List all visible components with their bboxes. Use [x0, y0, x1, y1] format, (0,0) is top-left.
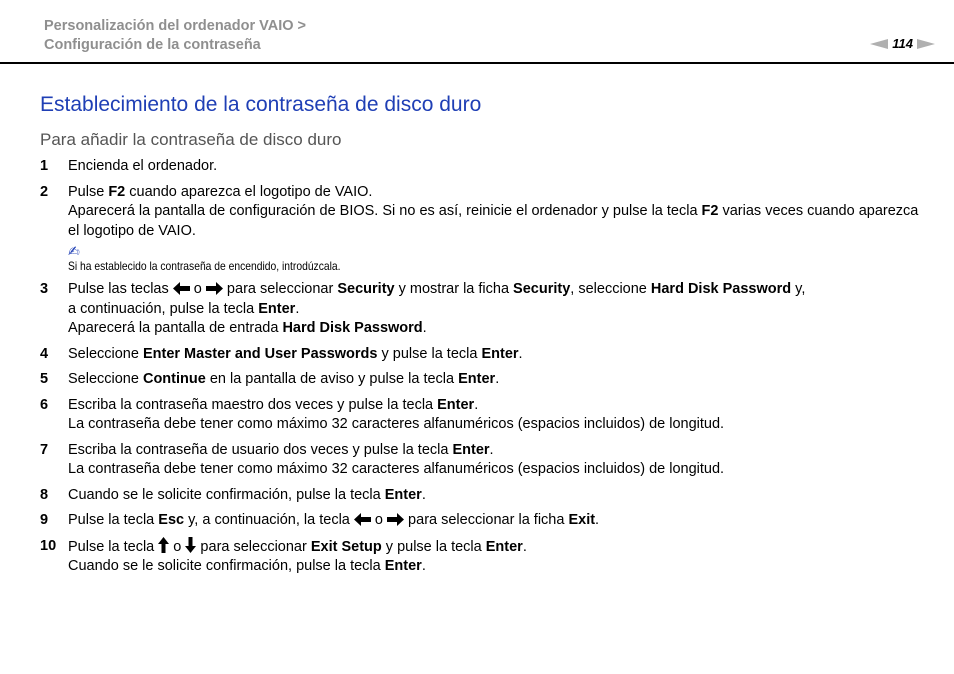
- menu-name: Continue: [142, 371, 206, 387]
- text: .: [421, 558, 426, 574]
- step-9: [40, 511, 920, 531]
- next-page-icon[interactable]: [917, 39, 935, 49]
- step-text: [68, 157, 920, 177]
- step-text: [68, 441, 920, 480]
- step-5: [40, 370, 920, 390]
- page-navigator: [870, 36, 935, 52]
- text: y mostrar la ficha: [394, 281, 514, 297]
- arrow-down-key-icon: [185, 537, 196, 553]
- text: para seleccionar la ficha: [404, 512, 569, 528]
- text: Escriba la contraseña de usuario dos veces y pulse la tecla: [68, 441, 453, 458]
- text: La contraseña debe tener como máximo 32 caracteres alfanuméricos (espacios incluidos) de longitud.: [68, 416, 725, 432]
- step-number: 6: [40, 396, 49, 413]
- step-text: [68, 486, 920, 506]
- text: Pulse la tecla: [68, 512, 159, 528]
- step-text: [68, 511, 920, 531]
- page-number: 114: [892, 36, 913, 51]
- step-text: [68, 370, 920, 390]
- menu-name: Hard Disk Password: [282, 320, 423, 336]
- text: y, a continuación, la tecla: [184, 512, 354, 528]
- breadcrumb: [44, 17, 306, 55]
- text: Cuando se le solicite confirmación, pulse la tecla: [68, 558, 385, 574]
- step-10: [40, 537, 920, 577]
- menu-name: Exit Setup: [310, 538, 382, 555]
- text: .: [595, 512, 600, 528]
- menu-name: Enter Master and User Passwords: [142, 345, 378, 362]
- step-number: 3: [40, 281, 49, 297]
- text: Seleccione: [68, 371, 143, 387]
- key-name: Enter: [458, 371, 496, 387]
- text: Encienda el ordenador.: [68, 158, 218, 174]
- breadcrumb-subsection[interactable]: Configuración de la contraseña: [44, 37, 261, 53]
- arrow-left-key-icon: [173, 282, 190, 295]
- text: para seleccionar: [222, 281, 338, 297]
- text: .: [474, 396, 479, 413]
- arrow-right-key-icon: [387, 513, 404, 526]
- step-text: [68, 396, 920, 435]
- step-1: [40, 157, 920, 177]
- key-name: Enter: [481, 345, 519, 362]
- text: La contraseña debe tener como máximo 32 caracteres alfanuméricos (espacios incluidos) de longitud.: [68, 461, 725, 477]
- text: y,: [791, 281, 806, 297]
- text: .: [421, 486, 426, 503]
- text: para seleccionar: [196, 538, 311, 555]
- key-name: F2: [701, 203, 719, 219]
- key-name: Enter: [384, 486, 422, 503]
- page-title: Establecimiento de la contraseña de disco duro: [40, 93, 482, 116]
- key-name: Enter: [258, 300, 296, 317]
- text: .: [495, 371, 500, 387]
- step-text: [68, 345, 920, 365]
- menu-name: Hard Disk Password: [650, 281, 792, 297]
- text: .: [518, 345, 523, 362]
- step-number: 5: [40, 371, 49, 387]
- step-4: [40, 345, 920, 365]
- menu-name: Security: [337, 281, 395, 297]
- text: a continuación, pulse la tecla: [68, 300, 259, 317]
- text: , seleccione: [570, 281, 651, 297]
- text: Pulse la tecla: [68, 538, 159, 555]
- step-number: 1: [40, 158, 49, 174]
- step-6: [40, 396, 920, 435]
- key-name: Esc: [158, 512, 185, 528]
- text: cuando aparezca el logotipo de VAIO.: [125, 183, 373, 200]
- header-divider: [0, 62, 954, 64]
- step-number: 2: [40, 183, 49, 200]
- text: .: [422, 320, 427, 336]
- menu-name: Security: [513, 281, 571, 297]
- arrow-up-key-icon: [158, 537, 169, 553]
- key-name: Enter: [437, 396, 475, 413]
- steps-list: [40, 157, 920, 583]
- step-number: 10: [40, 537, 57, 554]
- menu-name: Exit: [568, 512, 596, 528]
- section-subtitle: Para añadir la contraseña de disco duro: [40, 130, 342, 149]
- previous-page-icon[interactable]: [870, 39, 888, 49]
- text: Aparecerá la pantalla de configuración de BIOS. Si no es así, reinicie el ordenador y pulse la tecla: [68, 203, 702, 219]
- text: Pulse las teclas: [68, 281, 173, 297]
- text: .: [489, 441, 494, 458]
- key-name: Enter: [485, 538, 523, 555]
- breadcrumb-section[interactable]: Personalización del ordenador VAIO >: [44, 18, 307, 34]
- step-number: 9: [40, 512, 49, 528]
- text: y pulse la tecla: [381, 538, 486, 555]
- step-text: [68, 183, 920, 242]
- step-text: [68, 280, 920, 339]
- key-name: F2: [108, 183, 126, 200]
- text: y pulse la tecla: [377, 345, 482, 362]
- text: Aparecerá la pantalla de entrada: [68, 320, 283, 336]
- step-text: [68, 537, 920, 577]
- text: .: [295, 300, 300, 317]
- text: .: [522, 538, 527, 555]
- text: varias veces cuando aparezca el logotipo de VAIO.: [68, 203, 919, 239]
- step-8: [40, 486, 920, 506]
- step-7: [40, 441, 920, 480]
- note-text: Si ha establecido la contraseña de encendido, introdúzcala.: [68, 259, 341, 273]
- text: o: [169, 538, 186, 555]
- step-number: 7: [40, 441, 49, 458]
- pencil-icon: ✍: [68, 243, 80, 259]
- key-name: Enter: [452, 441, 490, 458]
- text: Seleccione: [68, 345, 143, 362]
- step-number: 4: [40, 345, 49, 362]
- arrow-left-key-icon: [354, 513, 371, 526]
- note-box: [68, 243, 920, 274]
- arrow-right-key-icon: [206, 282, 223, 295]
- page-header: [0, 0, 954, 64]
- text: en la pantalla de aviso y pulse la tecla: [205, 371, 459, 387]
- text: o: [189, 281, 206, 297]
- step-number: 8: [40, 486, 49, 503]
- step-3: [40, 280, 920, 339]
- step-2: [40, 183, 920, 242]
- key-name: Enter: [384, 558, 422, 574]
- text: Pulse: [68, 183, 109, 200]
- text: o: [370, 512, 388, 528]
- text: Cuando se le solicite confirmación, pulse la tecla: [68, 486, 385, 503]
- text: Escriba la contraseña maestro dos veces y pulse la tecla: [68, 396, 438, 413]
